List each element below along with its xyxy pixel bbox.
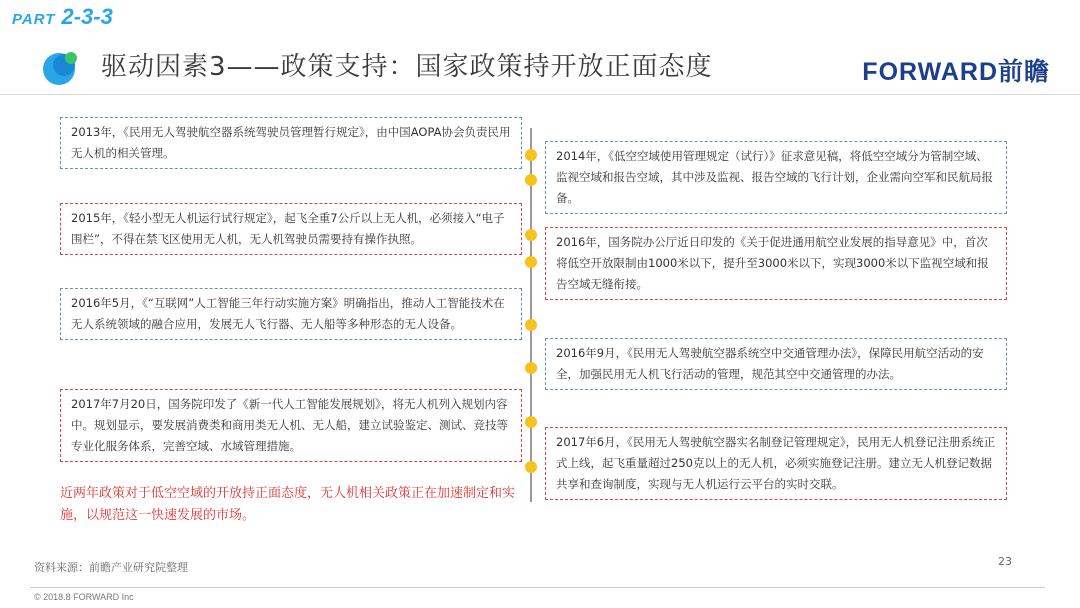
- page-title: 驱动因素3——政策支持：国家政策持开放正面态度: [101, 52, 713, 82]
- forward-brand-logo: FORWARD前瞻: [862, 58, 1050, 86]
- event-2017-06: 2017年6月，《民用无人驾驶航空器实名制登记管理规定》，民用无人机登记注册系统正式上线，起飞重量超过250克以上的无人机，必须实施登记注册。建立无人机登记数据共享和查询制度，实现与无人机运行云平台的实时交联。: [545, 427, 1007, 500]
- event-2017-07: 2017年7月20日，国务院印发了《新一代人工智能发展规划》，将无人机列入规划内容中。规划显示，要发展消费类和商用类无人机、无人船，建立试验鉴定、测试、竞技等专业化服务体系，完善空域、水域管理措施。: [60, 389, 522, 462]
- timeline-dot: [525, 149, 537, 161]
- part-number: 2-3-3: [61, 4, 113, 29]
- timeline-dot: [525, 362, 537, 374]
- event-2013: 2013年，《民用无人驾驶航空器系统驾驶员管理暂行规定》，由中国AOPA协会负责民用无人机的相关管理。: [60, 117, 522, 169]
- timeline-dot: [525, 229, 537, 241]
- source-note: 资料来源：前瞻产业研究院整理: [34, 561, 188, 574]
- timeline-dot: [525, 256, 537, 268]
- conclusion-text: 近两年政策对于低空空域的开放持正面态度，无人机相关政策正在加速制定和实施，以规范这一快速发展的市场。: [60, 486, 516, 523]
- event-2014: 2014年，《低空空域使用管理规定（试行）》征求意见稿，将低空空域分为管制空域、监视空域和报告空域，其中涉及监视、报告空域的飞行计划，企业需向空军和民航局报备。: [545, 141, 1007, 214]
- event-2016: 2016年，国务院办公厅近日印发的《关于促进通用航空业发展的指导意见》中，首次将低空开放限制由1000米以下，提升至3000米以下，实现3000米以下监视空域和报告空域无缝衔接。: [545, 227, 1007, 300]
- page-number: 23: [998, 555, 1012, 568]
- part-label: [12, 4, 113, 30]
- timeline-dot: [525, 174, 537, 186]
- footer-divider: [30, 587, 1045, 588]
- bubble-logo-icon: [40, 50, 80, 86]
- timeline-dot: [525, 319, 537, 331]
- copyright: © 2018.8 FORWARD Inc: [34, 592, 134, 602]
- timeline-dot: [525, 461, 537, 473]
- event-2016-05: 2016年5月，《“互联网”人工智能三年行动实施方案》明确指出，推动人工智能技术在无人系统领域的融合应用，发展无人飞行器、无人船等多种形态的无人设备。: [60, 288, 522, 340]
- event-2016-09: 2016年9月，《民用无人驾驶航空器系统空中交通管理办法》，保障民用航空活动的安全，加强民用无人机飞行活动的管理，规范其空中交通管理的办法。: [545, 338, 1007, 390]
- event-2015: 2015年，《轻小型无人机运行试行规定》，起飞全重7公斤以上无人机，必须接入“电子围栏”，不得在禁飞区使用无人机，无人机驾驶员需要持有操作执照。: [60, 203, 522, 255]
- timeline-dot: [525, 416, 537, 428]
- header-divider: [0, 94, 1080, 95]
- part-word: PART: [12, 11, 56, 28]
